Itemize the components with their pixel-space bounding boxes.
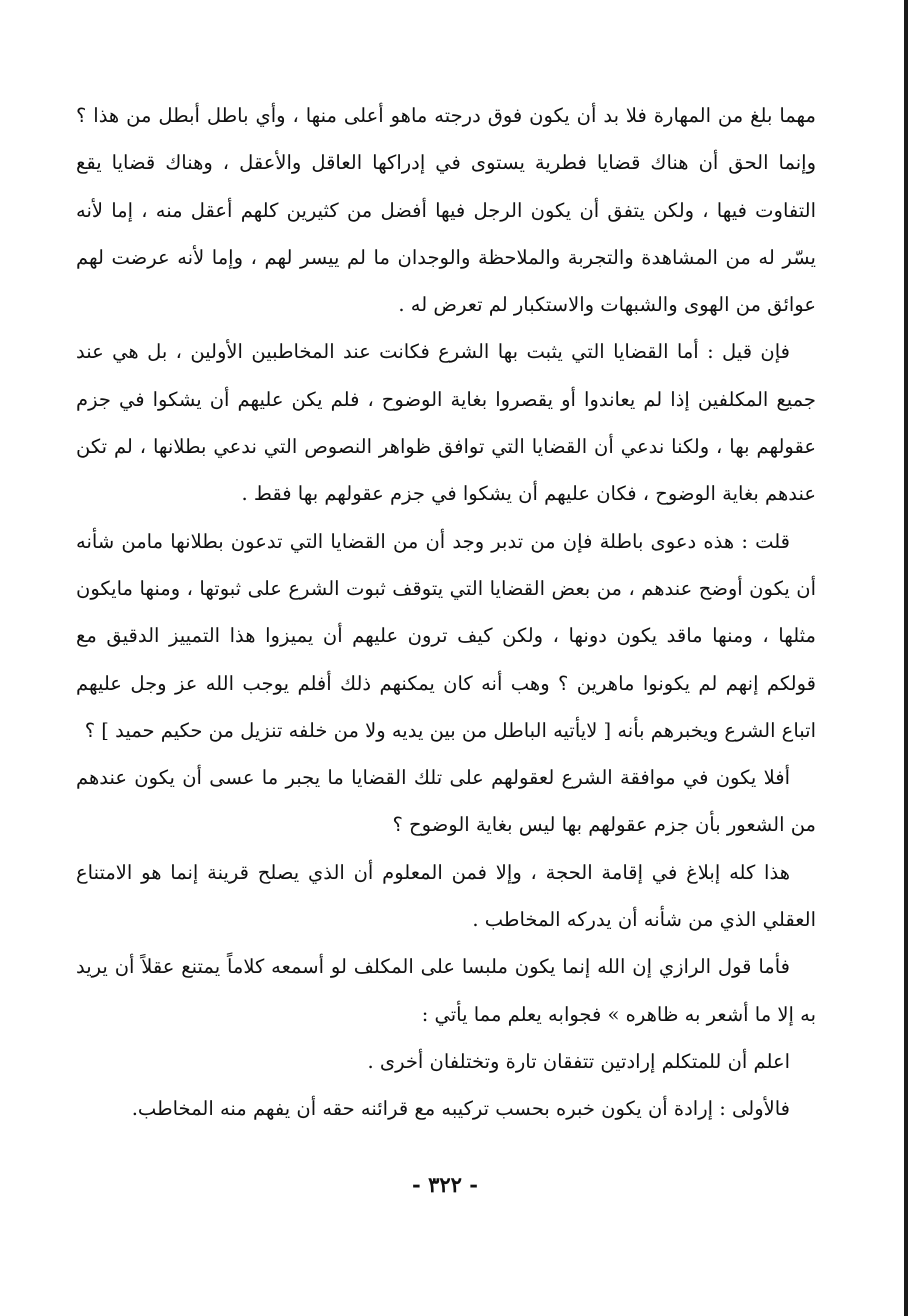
page-number: - ٣٢٢ - xyxy=(412,1172,478,1197)
page-body xyxy=(76,92,816,1133)
paragraph: قلت : هذه دعوى باطلة فإن من تدبر وجد أن من القضايا التي تدعون بطلانها مامن شأنه أن يكون أوضح عندهم ، من بعض القضايا التي يتوقف ثبوت الشرع على ثبوتها ، ومنها مايكون مثلها ، ومنها ماقد يكون دونها ، ولكن كيف ترون عليهم أن يميزوا هذا التمييز الدقيق مع قولكم إنهم لم يكونوا ماهرين ؟ وهب أنه كان يمكنهم ذلك أفلم يوجب الله عز وجل عليهم اتباع الشرع ويخبرهم بأنه [ لايأتيه الباطل من بين يديه ولا من خلفه تنزيل من حكيم حميد ] ؟ xyxy=(76,529,816,742)
page-edge xyxy=(904,0,908,1316)
paragraph: هذا كله إبلاغ في إقامة الحجة ، وإلا فمن المعلوم أن الذي يصلح قرينة إنما هو الامتناع العقلي الذي من شأنه أن يدركه المخاطب . xyxy=(76,860,816,932)
paragraph: فأما قول الرازي إن الله إنما يكون ملبسا على المكلف لو أسمعه كلاماً يمتنع عقلاً أن يريد به إلا ما أشعر به ظاهره » فجوابه يعلم مما يأتي : xyxy=(76,955,816,1026)
paragraph: أفلا يكون في موافقة الشرع لعقولهم على تلك القضايا ما يجبر ما عسى أن يكون عندهم من الشعور بأن جزم عقولهم بها ليس بغاية الوضوح ؟ xyxy=(76,766,816,837)
paragraph: فإن قيل : أما القضايا التي يثبت بها الشرع فكانت عند المخاطبين الأولين ، بل هي عند جميع المكلفين إذا لم يعاندوا أو يقصروا بغاية الوضوح ، فلم يكن عليهم أن يشكوا في جزم عقولهم بها ، ولكنا ندعي أن القضايا التي توافق ظواهر النصوص التي ندعي بطلانها ، لم تكن عندهم بغاية الوضوح ، فكان عليهم أن يشكوا في جزم عقولهم بها فقط . xyxy=(76,340,816,506)
paragraph: فالأولى : إرادة أن يكون خبره بحسب تركيبه مع قرائنه حقه أن يفهم منه المخاطب. xyxy=(131,1097,790,1121)
paragraph: اعلم أن للمتكلم إرادتين تتفقان تارة وتختلفان أخرى . xyxy=(367,1049,790,1073)
paragraph: مهما بلغ من المهارة فلا بد أن يكون فوق درجته ماهو أعلى منها ، وأي باطل أبطل من هذا ؟ وإنما الحق أن هناك قضايا فطرية يستوى في إدراكها العاقل والأعقل ، وهناك قضايا يقع التفاوت فيها ، ولكن يتفق أن يكون الرجل فيها أفضل من كثيرين كلهم أعقل منه ، إما لأنه يسّر له من المشاهدة والتجربة والملاحظة والوجدان ما لم ييسر لهم ، وإما لأنه عرضت لهم عوائق من الهوى والشبهات والاستكبار لم تعرض له . xyxy=(76,104,816,317)
